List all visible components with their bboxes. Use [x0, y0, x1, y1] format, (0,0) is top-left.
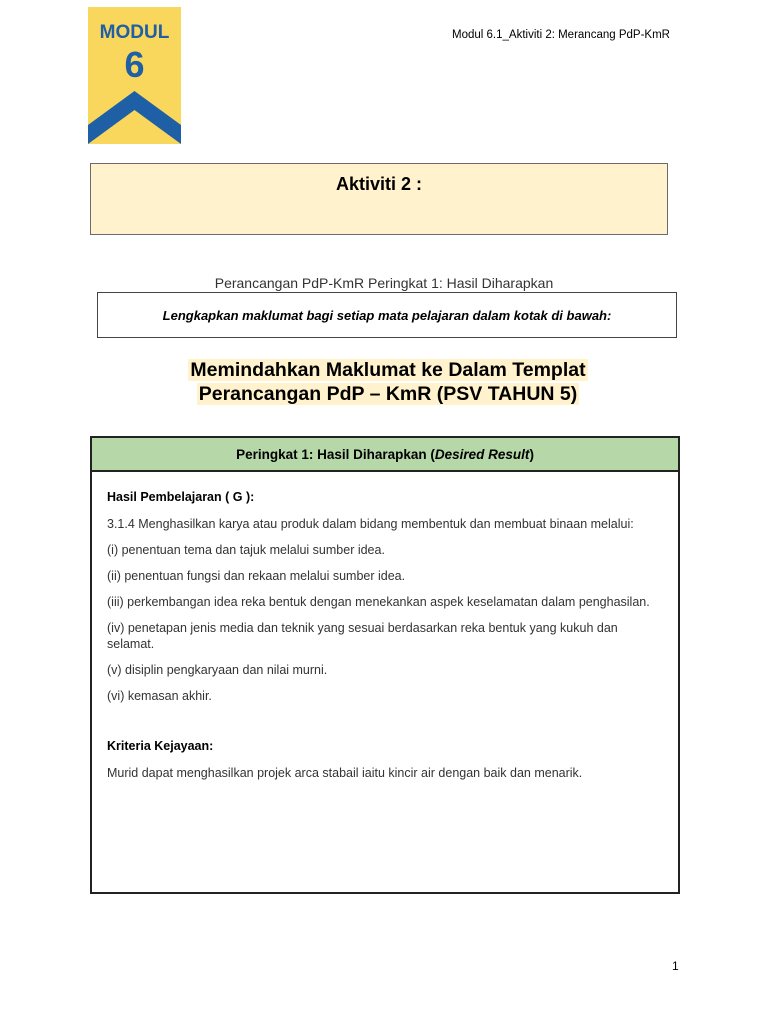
panel-body	[92, 472, 678, 781]
section-subtitle: Perancangan PdP-KmR Peringkat 1: Hasil Diharapkan	[214, 275, 554, 291]
learning-outcome-item: (iii) perkembangan idea reka bentuk dengan menekankan aspek keselamatan dalam penghasilan.	[107, 595, 650, 609]
learning-outcomes-label: Hasil Pembelajaran ( G ):	[107, 490, 255, 504]
learning-outcome-item: (v) disiplin pengkaryaan dan nilai murni.	[107, 663, 328, 677]
main-heading-line-1: Memindahkan Maklumat ke Dalam Templat	[190, 359, 586, 381]
panel-title-prefix: Peringkat 1: Hasil Diharapkan (	[236, 446, 435, 462]
page-number: 1	[672, 959, 679, 973]
main-heading-line-2: Perancangan PdP – KmR (PSV TAHUN 5)	[198, 383, 578, 405]
panel-title-italic: Desired Result	[434, 446, 530, 462]
main-heading	[0, 358, 768, 406]
activity-box	[90, 163, 668, 235]
panel-title-suffix: )	[529, 446, 534, 462]
learning-outcome-item: (vi) kemasan akhir.	[107, 689, 212, 703]
modul-6-logo	[88, 7, 181, 144]
logo-word: MODUL	[99, 22, 170, 43]
criteria-label: Kriteria Kejayaan:	[107, 739, 214, 753]
criteria-text: Murid dapat menghasilkan projek arca stabail iaitu kincir air dengan baik dan menarik.	[107, 766, 583, 780]
desired-result-panel	[90, 436, 680, 894]
learning-outcome-item: 3.1.4 Menghasilkan karya atau produk dalam bidang membentuk dan membuat binaan melalui:	[107, 517, 634, 531]
learning-outcome-item: (iv) penetapan jenis media dan teknik yang sesuai berdasarkan reka bentuk yang kukuh dan selamat.	[107, 621, 618, 651]
learning-outcome-item: (i) penentuan tema dan tajuk melalui sumber idea.	[107, 543, 385, 557]
instruction-text: Lengkapkan maklumat bagi setiap mata pelajaran dalam kotak di bawah:	[162, 307, 612, 323]
learning-outcome-item: (ii) penentuan fungsi dan rekaan melalui sumber idea.	[107, 569, 406, 583]
instruction-box	[97, 292, 677, 338]
panel-header	[92, 438, 678, 472]
logo-number: 6	[124, 44, 145, 85]
activity-title: Aktiviti 2 :	[335, 174, 423, 194]
running-header: Modul 6.1_Aktiviti 2: Merancang PdP-KmR	[452, 29, 670, 41]
